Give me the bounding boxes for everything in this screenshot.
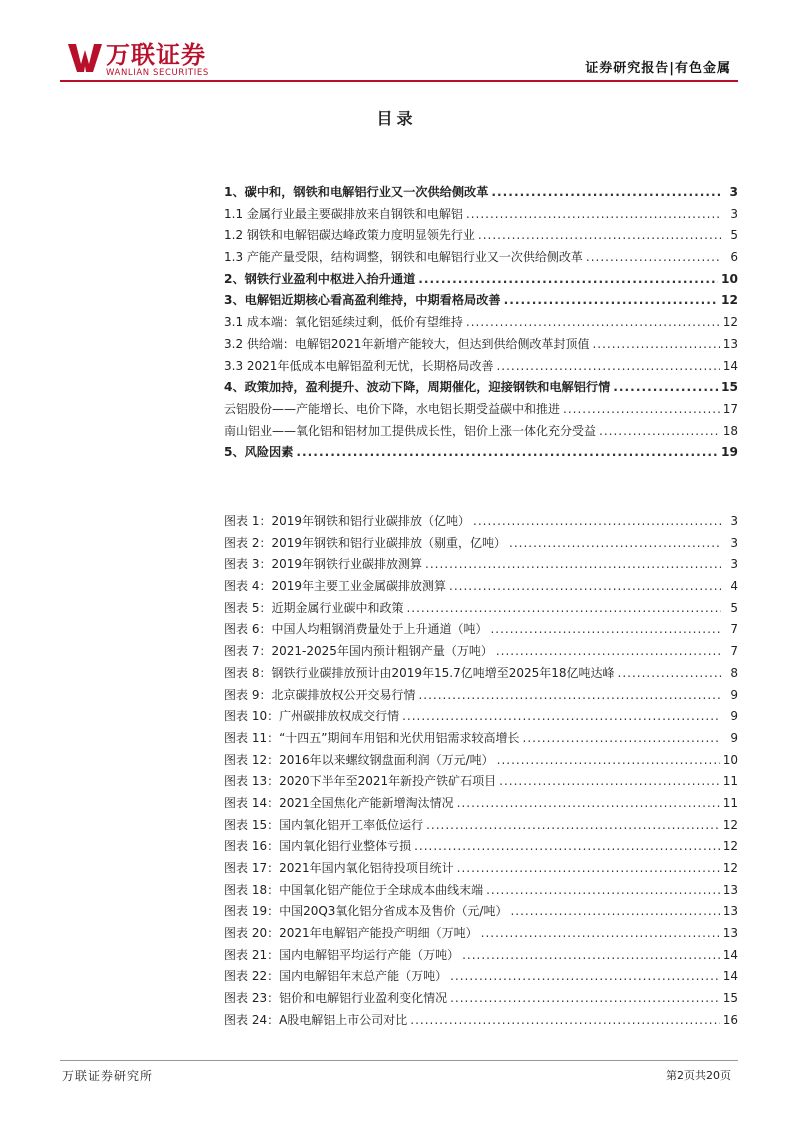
figure-entry[interactable] bbox=[224, 555, 738, 577]
figure-entry-title: 图表 4：2019年主要工业金属碳排放测算 bbox=[224, 579, 446, 594]
figure-entry-title: 图表 17：2021年国内氧化铝待投项目统计 bbox=[224, 861, 454, 875]
toc-entry[interactable] bbox=[224, 226, 738, 248]
figure-entry[interactable] bbox=[224, 620, 738, 642]
figure-entry[interactable] bbox=[224, 772, 738, 794]
figure-list bbox=[224, 512, 738, 1033]
figure-entry-page: 11 bbox=[722, 795, 738, 810]
figure-entry-title: 图表 18：中国氧化铝产能位于全球成本曲线末端 bbox=[224, 882, 484, 897]
dot-leader bbox=[618, 666, 721, 680]
toc-entry-page: 18 bbox=[722, 423, 738, 438]
figure-entry-page: 8 bbox=[730, 665, 738, 680]
figure-entry[interactable] bbox=[224, 686, 738, 708]
toc-entry-page: 14 bbox=[722, 358, 738, 373]
dot-leader bbox=[490, 622, 721, 636]
page-title: 目录 bbox=[376, 109, 417, 128]
toc-entry-title: 南山铝业——氧化铝和铝材加工提供成长性，铝价上涨一体化充分受益 bbox=[224, 423, 597, 438]
logo-name-cn: 万联证券 bbox=[106, 41, 206, 69]
dot-leader bbox=[466, 315, 720, 329]
toc-entry-title: 3、电解铝近期核心看高盈利维持，中期看格局改善 bbox=[224, 293, 501, 308]
toc-entry-page: 19 bbox=[721, 445, 738, 460]
dot-leader bbox=[509, 536, 721, 550]
toc-entry[interactable] bbox=[224, 443, 738, 465]
toc-entry[interactable] bbox=[224, 422, 738, 444]
toc-entry[interactable] bbox=[224, 357, 738, 379]
table-of-contents bbox=[224, 183, 738, 465]
figure-entry[interactable] bbox=[224, 902, 738, 924]
figure-entry[interactable] bbox=[224, 924, 738, 946]
toc-entry[interactable] bbox=[224, 248, 738, 270]
toc-entry-title: 2、钢铁行业盈利中枢进入抬升通道 bbox=[224, 271, 416, 286]
figure-entry-title: 图表 12：2016年以来螺纹钢盘面利润（万元/吨） bbox=[224, 752, 494, 767]
figure-entry-title: 图表 24：A股电解铝上市公司对比 bbox=[224, 1012, 408, 1027]
figure-entry[interactable] bbox=[224, 729, 738, 751]
dot-leader bbox=[466, 207, 721, 221]
figure-entry-page: 10 bbox=[722, 752, 738, 767]
figure-entry-page: 4 bbox=[730, 579, 738, 594]
figure-entry[interactable] bbox=[224, 599, 738, 621]
figure-entry-page: 12 bbox=[722, 817, 738, 832]
figure-entry[interactable] bbox=[224, 664, 738, 686]
dot-leader bbox=[481, 926, 720, 940]
figure-entry-page: 9 bbox=[730, 687, 738, 702]
toc-entry-title: 1.2 钢铁和电解铝碳达峰政策力度明显领先行业 bbox=[224, 228, 475, 243]
figure-entry[interactable] bbox=[224, 967, 738, 989]
figure-entry-page: 13 bbox=[722, 904, 738, 919]
figure-entry-page: 7 bbox=[730, 644, 738, 659]
figure-entry-page: 12 bbox=[722, 839, 738, 854]
figure-entry[interactable] bbox=[224, 642, 738, 664]
figure-entry-title: 图表 9：北京碳排放权公开交易行情 bbox=[224, 687, 416, 702]
toc-entry-page: 13 bbox=[722, 336, 738, 351]
toc-entry[interactable] bbox=[224, 291, 738, 313]
dot-leader bbox=[496, 359, 719, 373]
figure-entry[interactable] bbox=[224, 1011, 738, 1033]
figure-entry[interactable] bbox=[224, 534, 738, 556]
toc-entry[interactable] bbox=[224, 270, 738, 292]
figure-entry[interactable] bbox=[224, 837, 738, 859]
figure-entry-page: 9 bbox=[730, 709, 738, 724]
dot-leader bbox=[450, 991, 720, 1005]
toc-entry-page: 15 bbox=[721, 380, 738, 395]
dot-leader bbox=[450, 969, 720, 983]
toc-entry-title: 1、碳中和，钢铁和电解铝行业又一次供给侧改革 bbox=[224, 185, 489, 199]
figure-entry-title: 图表 21：国内电解铝平均运行产能（万吨） bbox=[224, 947, 460, 962]
figure-entry-title: 图表 14：2021全国焦化产能新增淘汰情况 bbox=[224, 795, 454, 810]
toc-entry-title: 3.1 成本端：氧化铝延续过剩，低价有望维持 bbox=[224, 315, 463, 330]
dot-leader bbox=[406, 601, 721, 615]
figure-entry[interactable] bbox=[224, 881, 738, 903]
figure-entry-title: 图表 11：“十四五”期间车用铝和光伏用铝需求较高增长 bbox=[224, 730, 520, 745]
dot-leader bbox=[478, 228, 721, 242]
toc-entry[interactable] bbox=[224, 400, 738, 422]
figure-entry[interactable] bbox=[224, 512, 738, 534]
dot-leader bbox=[599, 424, 720, 438]
header-divider bbox=[60, 80, 738, 82]
figure-entry-title: 图表 19：中国20Q3氧化铝分省成本及售价（元/吨） bbox=[224, 904, 508, 919]
toc-entry-title: 3.2 供给端：电解铝2021年新增产能较大，但达到供给侧改革封顶值 bbox=[224, 336, 590, 351]
figure-entry-title: 图表 15：国内氧化铝开工率低位运行 bbox=[224, 817, 424, 832]
dot-leader bbox=[563, 402, 720, 416]
dot-leader bbox=[592, 337, 719, 351]
toc-entry-page: 10 bbox=[721, 271, 738, 286]
figure-entry[interactable] bbox=[224, 577, 738, 599]
figure-entry-page: 13 bbox=[722, 926, 738, 941]
figure-entry-title: 图表 6：中国人均粗钢消费量处于上升通道（吨） bbox=[224, 622, 488, 637]
dot-leader bbox=[425, 557, 721, 571]
dot-leader bbox=[418, 688, 721, 702]
dot-leader bbox=[473, 514, 721, 528]
figure-entry-title: 图表 16：国内氧化铝行业整体亏损 bbox=[224, 839, 412, 854]
figure-entry-title: 图表 23：铝价和电解铝行业盈利变化情况 bbox=[224, 991, 448, 1006]
figure-entry-title: 图表 1：2019年钢铁和铝行业碳排放（亿吨） bbox=[224, 514, 470, 528]
toc-entry-title: 4、政策加持，盈利提升、波动下降，周期催化，迎接钢铁和电解铝行情 bbox=[224, 380, 611, 395]
figure-entry-title: 图表 10：广州碳排放权成交行情 bbox=[224, 709, 400, 724]
footer-divider bbox=[60, 1060, 738, 1061]
figure-entry-page: 3 bbox=[730, 557, 738, 572]
figure-entry-title: 图表 3：2019年钢铁行业碳排放测算 bbox=[224, 557, 422, 572]
figure-entry-page: 3 bbox=[730, 514, 738, 528]
figure-entry-page: 12 bbox=[722, 861, 738, 875]
toc-entry-page: 12 bbox=[722, 315, 738, 330]
dot-leader bbox=[497, 753, 720, 767]
figure-entry-page: 16 bbox=[722, 1012, 738, 1027]
figure-entry-title: 图表 2：2019年钢铁和铝行业碳排放（剔重，亿吨） bbox=[224, 535, 506, 550]
figure-entry[interactable] bbox=[224, 946, 738, 968]
toc-entry-page: 12 bbox=[721, 293, 738, 308]
page-header bbox=[0, 0, 793, 90]
figure-entry[interactable] bbox=[224, 816, 738, 838]
figure-entry-title: 图表 22：国内电解铝年末总产能（万吨） bbox=[224, 969, 448, 984]
figure-entry-title: 图表 8：钢铁行业碳排放预计由2019年15.7亿吨增至2025年18亿吨达峰 bbox=[224, 665, 615, 680]
dot-leader bbox=[414, 839, 720, 853]
toc-entry-page: 6 bbox=[730, 250, 738, 265]
dot-leader bbox=[426, 818, 720, 832]
figure-entry-page: 7 bbox=[730, 622, 738, 637]
figure-entry-page: 11 bbox=[722, 774, 738, 789]
logo-name-en: WANLIAN SECURITIES bbox=[106, 68, 209, 78]
dot-leader bbox=[410, 1013, 719, 1027]
dot-leader bbox=[462, 948, 720, 962]
dot-leader bbox=[457, 796, 720, 810]
toc-entry-title: 3.3 2021年低成本电解铝盈利无忧，长期格局改善 bbox=[224, 358, 494, 373]
dot-leader bbox=[499, 774, 720, 788]
figure-entry-title: 图表 5：近期金属行业碳中和政策 bbox=[224, 600, 404, 615]
footer-org: 万联证券研究所 bbox=[62, 1069, 154, 1083]
figure-entry-page: 13 bbox=[722, 882, 738, 897]
dot-leader bbox=[457, 861, 720, 875]
toc-entry-title: 云铝股份——产能增长、电价下降，水电铝长期受益碳中和推进 bbox=[224, 401, 561, 416]
dot-leader bbox=[510, 904, 719, 918]
footer-page-info: 第2页共20页 bbox=[666, 1069, 731, 1082]
wanlian-logo-icon bbox=[68, 42, 102, 74]
toc-entry-page: 3 bbox=[730, 206, 738, 221]
dot-leader bbox=[296, 445, 718, 459]
figure-entry-title: 图表 13：2020下半年至2021年新投产铁矿石项目 bbox=[224, 774, 497, 789]
dot-leader bbox=[586, 250, 721, 264]
figure-entry-title: 图表 20：2021年电解铝产能投产明细（万吨） bbox=[224, 926, 478, 941]
toc-entry-title: 5、风险因素 bbox=[224, 445, 294, 460]
toc-entry-title: 1.1 金属行业最主要碳排放来自钢铁和电解铝 bbox=[224, 206, 463, 221]
toc-entry-title: 1.3 产能产量受限，结构调整，钢铁和电解铝行业又一次供给侧改革 bbox=[224, 250, 583, 265]
dot-leader bbox=[523, 731, 721, 745]
report-type: 证券研究报告|有色金属 bbox=[585, 61, 731, 76]
dot-leader bbox=[491, 185, 721, 199]
figure-entry[interactable] bbox=[224, 794, 738, 816]
dot-leader bbox=[449, 579, 721, 593]
figure-entry[interactable] bbox=[224, 859, 738, 881]
figure-entry[interactable] bbox=[224, 707, 738, 729]
toc-entry[interactable] bbox=[224, 313, 738, 335]
toc-entry[interactable] bbox=[224, 335, 738, 357]
figure-entry-page: 3 bbox=[730, 535, 738, 550]
figure-entry-page: 14 bbox=[722, 947, 738, 962]
company-logo bbox=[68, 42, 209, 78]
figure-entry[interactable] bbox=[224, 989, 738, 1011]
toc-entry-page: 3 bbox=[729, 185, 738, 199]
toc-entry[interactable] bbox=[224, 205, 738, 227]
figure-entry-page: 15 bbox=[722, 991, 738, 1006]
dot-leader bbox=[613, 380, 718, 394]
toc-entry-page: 17 bbox=[722, 401, 738, 416]
dot-leader bbox=[418, 272, 718, 286]
toc-entry[interactable] bbox=[224, 378, 738, 400]
toc-entry-page: 5 bbox=[730, 228, 738, 243]
dot-leader bbox=[496, 644, 721, 658]
figure-entry-page: 9 bbox=[730, 730, 738, 745]
figure-entry-page: 5 bbox=[730, 600, 738, 615]
dot-leader bbox=[504, 293, 718, 307]
figure-entry[interactable] bbox=[224, 751, 738, 773]
toc-entry[interactable] bbox=[224, 183, 738, 205]
figure-entry-page: 14 bbox=[722, 969, 738, 984]
dot-leader bbox=[402, 709, 721, 723]
figure-entry-title: 图表 7：2021-2025年国内预计粗钢产量（万吨） bbox=[224, 644, 493, 659]
dot-leader bbox=[486, 883, 720, 897]
